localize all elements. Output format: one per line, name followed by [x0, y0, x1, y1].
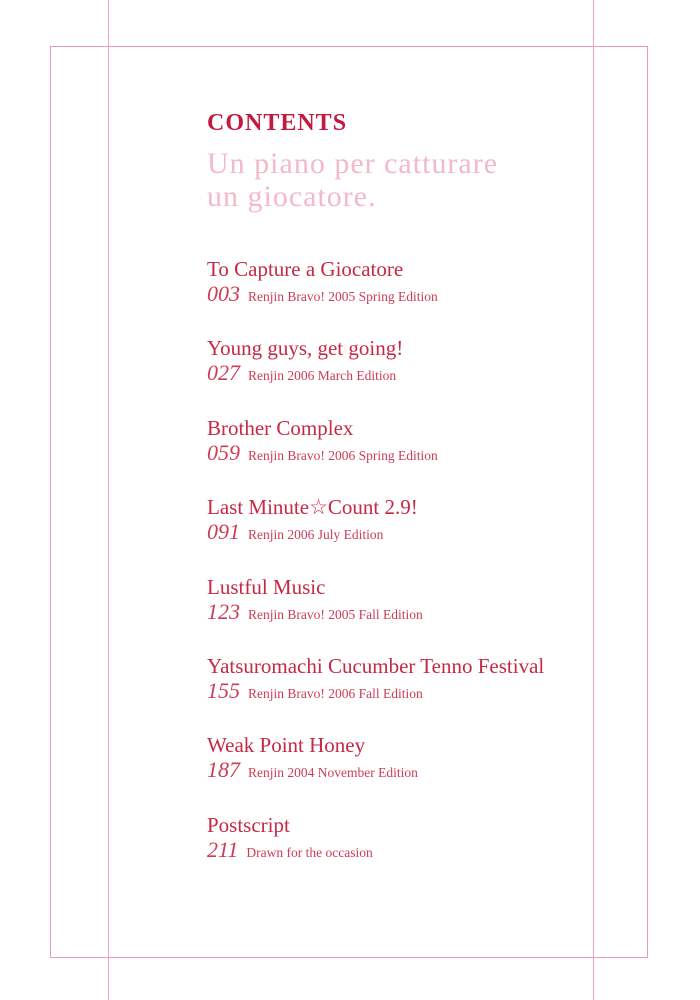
entry-title: Lustful Music: [207, 574, 326, 599]
left-rule-line: [108, 0, 109, 1000]
entry-meta: [207, 282, 627, 308]
entry-page-number: 027: [207, 360, 240, 386]
entry-meta: [207, 361, 627, 387]
toc-entry: [207, 336, 627, 415]
entry-page-number: 211: [207, 836, 239, 862]
entry-title: Last Minute☆Count 2.9!: [207, 495, 418, 520]
entry-title: Postscript: [207, 812, 290, 837]
entry-source-note: Renjin 2006 July Edition: [248, 527, 384, 543]
entry-page-number: 091: [207, 519, 240, 545]
entry-source-note: Renjin Bravo! 2005 Spring Edition: [248, 289, 438, 304]
entry-title: To Capture a Giocatore: [207, 257, 404, 281]
entry-meta: [207, 758, 627, 784]
toc-entry: [207, 575, 627, 654]
entry-source-note: Renjin 2004 November Edition: [248, 765, 418, 781]
subtitle-line-1: Un piano per catturare: [207, 147, 499, 180]
entry-page-number: 123: [207, 598, 240, 624]
entry-page-number: 059: [207, 439, 240, 465]
toc-entry-list: [207, 257, 627, 892]
toc-entry: [207, 813, 627, 892]
entry-title: Weak Point Honey: [207, 733, 366, 758]
entry-page-number: 003: [207, 281, 240, 306]
entry-page-number: 155: [207, 677, 240, 703]
toc-entry: [207, 654, 627, 733]
entry-source-note: Renjin Bravo! 2005 Fall Edition: [248, 606, 423, 622]
toc-entry: [207, 257, 627, 336]
entry-source-note: Drawn for the occasion: [246, 844, 373, 860]
entry-meta: [207, 838, 627, 864]
entry-page-number: 187: [207, 757, 240, 783]
subtitle-line-2: un giocatore.: [207, 180, 377, 213]
entry-source-note: Renjin Bravo! 2006 Fall Edition: [248, 685, 423, 701]
entry-title: Young guys, get going!: [207, 336, 404, 361]
entry-title: Yatsuromachi Cucumber Tenno Festival: [207, 653, 545, 678]
page-title: CONTENTS: [207, 110, 348, 136]
toc-entry: [207, 733, 627, 812]
subtitle: [207, 147, 587, 213]
toc-entry: [207, 416, 627, 495]
entry-meta: [207, 679, 627, 705]
entry-title: Brother Complex: [207, 415, 354, 440]
entry-meta: [207, 441, 627, 467]
entry-meta: [207, 600, 627, 626]
toc-entry: [207, 495, 627, 574]
entry-meta: [207, 520, 627, 546]
header-block: [207, 110, 587, 213]
entry-source-note: Renjin 2006 March Edition: [248, 368, 397, 384]
entry-source-note: Renjin Bravo! 2006 Spring Edition: [248, 447, 438, 463]
